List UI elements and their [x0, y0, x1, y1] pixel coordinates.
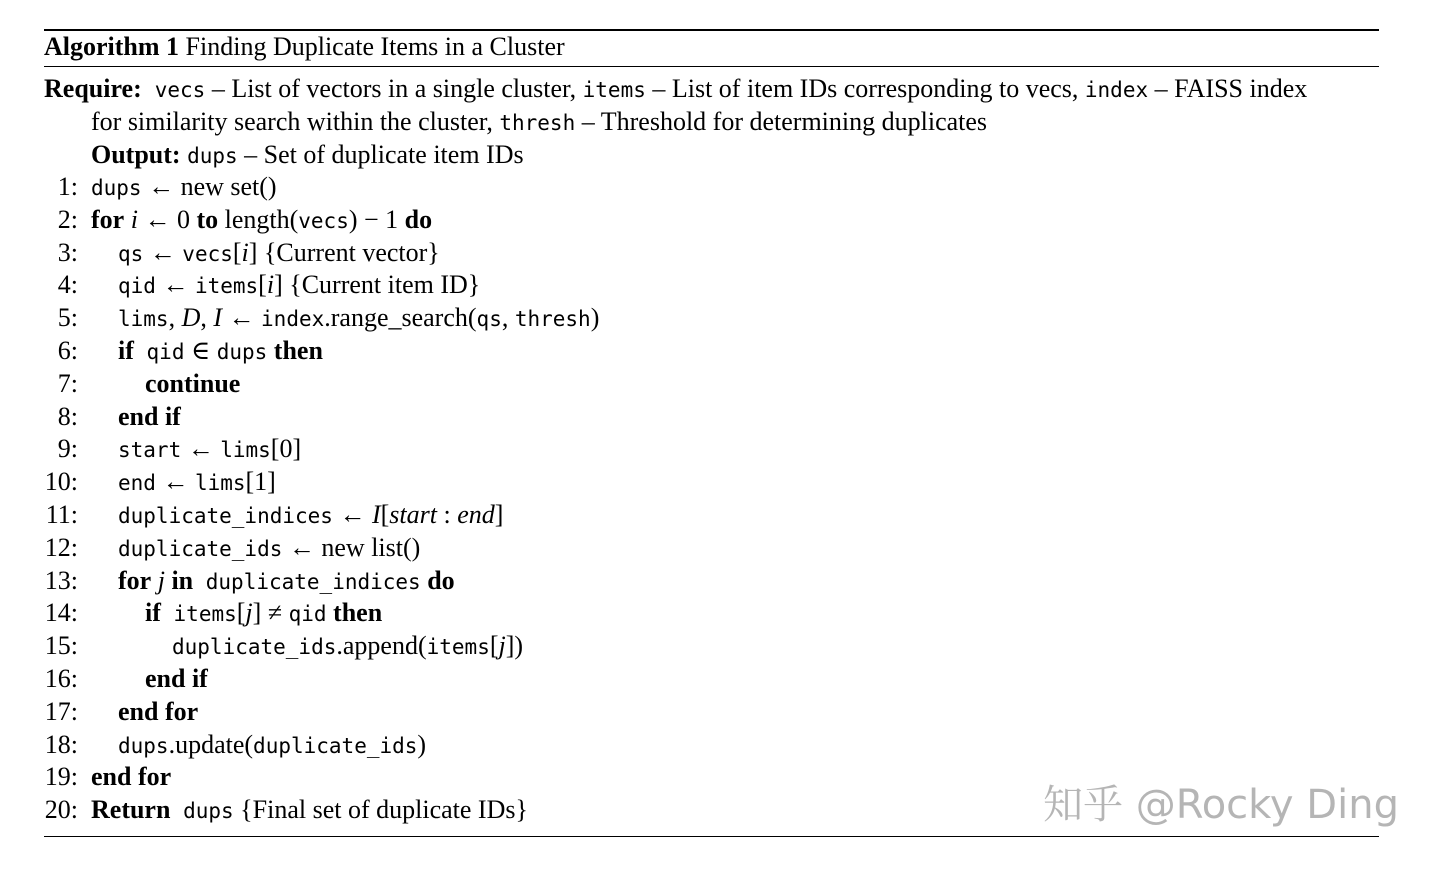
line-code — [91, 171, 277, 205]
code-token: thresh — [514, 307, 591, 332]
line-number: 1: — [57, 172, 78, 201]
code-token: duplicate_indices — [118, 503, 333, 528]
code-token: [ — [236, 598, 246, 628]
code-token: .range_search( — [324, 303, 477, 333]
code-token: ← — [181, 434, 221, 464]
code-token: ← new set() — [141, 172, 277, 201]
code-token: ← 0 — [137, 204, 197, 234]
line-code — [91, 761, 171, 794]
code-token: duplicate_ids — [118, 536, 283, 561]
line-code — [118, 466, 276, 500]
line-code — [118, 302, 599, 336]
code-token: ) − 1 — [348, 204, 405, 234]
algorithm-label: Algorithm 1 — [44, 32, 180, 61]
watermark: 知乎 @Rocky Ding — [1043, 782, 1399, 828]
code-token: ← — [222, 303, 262, 333]
code-token: : — [436, 499, 458, 529]
math-var: i — [241, 237, 249, 267]
code-token: lims — [118, 307, 169, 332]
code-token: dups — [91, 176, 142, 200]
code-token: items — [194, 274, 259, 299]
code-token: ) — [590, 303, 600, 333]
keyword: do — [420, 565, 455, 595]
line-code — [145, 597, 382, 631]
line-number: 14: — [44, 598, 78, 628]
code-token: .update( — [168, 729, 254, 759]
require-line2-text: for similarity search within the cluster, — [91, 107, 500, 136]
line-code — [118, 532, 420, 566]
code-token: [1] — [245, 467, 276, 497]
line-number: 2: — [57, 204, 78, 234]
code-token: lims — [220, 438, 271, 463]
code-token: [ — [380, 499, 390, 529]
math-var: I — [371, 499, 381, 529]
vecs-token: vecs — [154, 78, 206, 102]
thresh-desc: – Threshold for determining duplicates — [575, 107, 988, 136]
line-number: 12: — [44, 532, 78, 562]
keyword: end for — [91, 762, 172, 792]
code-token: lims — [194, 471, 246, 496]
line-number: 18: — [44, 729, 78, 759]
code-token: dups — [118, 733, 169, 758]
keyword: end if — [145, 663, 208, 693]
math-var: I — [213, 303, 223, 333]
line-number: 15: — [44, 631, 78, 661]
line-code — [118, 335, 323, 369]
code-token: [ — [232, 237, 242, 267]
line-code — [145, 663, 208, 696]
math-var: j — [498, 631, 506, 661]
line-code — [118, 565, 455, 599]
line-code — [118, 499, 503, 533]
code-token: ) — [417, 729, 427, 759]
line-number: 6: — [57, 335, 78, 365]
code-token: dups — [216, 339, 268, 364]
code-token: , — [168, 303, 182, 333]
require-label: Require: — [44, 74, 142, 103]
math-var: j — [245, 598, 253, 628]
code-token: length( — [218, 204, 299, 234]
algorithm-title: Finding Duplicate Items in a Cluster — [185, 32, 565, 61]
code-token: ]) — [505, 631, 524, 661]
keyword: if — [118, 335, 134, 365]
code-token: duplicate_ids — [253, 733, 418, 758]
code-comment: ] {Current item ID} — [274, 270, 481, 300]
require-line-2 — [91, 105, 1429, 140]
code-token: [0] — [270, 434, 302, 464]
keyword: then — [267, 335, 323, 365]
code-token: , — [501, 303, 515, 333]
code-token: ← — [155, 467, 195, 497]
keyword: for — [91, 204, 125, 234]
line-code — [91, 794, 528, 828]
keyword: for — [118, 565, 152, 595]
output-desc: – Set of duplicate item IDs — [237, 140, 524, 169]
keyword: Return — [91, 795, 171, 825]
line-code — [145, 368, 240, 401]
code-token: ] — [494, 499, 504, 529]
code-token: qid — [288, 602, 327, 627]
items-token: items — [582, 78, 646, 102]
keyword: end for — [118, 696, 199, 726]
index-token: index — [1084, 78, 1149, 102]
require-line-1 — [44, 72, 1382, 107]
line-number: 4: — [57, 270, 78, 300]
line-code — [91, 204, 432, 238]
line-code — [118, 237, 440, 271]
output-label: Output: — [91, 140, 181, 169]
line-code — [118, 696, 198, 729]
code-token: , — [200, 303, 214, 333]
line-number: 17: — [44, 696, 78, 726]
line-code — [118, 729, 426, 763]
line-number: 19: — [44, 762, 78, 792]
code-token: index — [261, 307, 325, 332]
code-token: qs — [476, 307, 502, 332]
index-desc: – FAISS index — [1148, 74, 1308, 103]
bottom-rule — [44, 836, 1379, 837]
line-code — [118, 401, 181, 434]
dups-token: dups — [187, 144, 238, 168]
keyword: to — [196, 204, 219, 234]
math-var: j — [151, 565, 165, 595]
code-comment: ] {Current vector} — [248, 237, 440, 267]
line-number: 5: — [57, 303, 78, 333]
line-number: 13: — [44, 565, 78, 595]
vecs-desc: – List of vectors in a single cluster, — [205, 74, 583, 103]
code-token: .append( — [336, 631, 427, 661]
code-token: qs — [118, 241, 144, 266]
math-var: start — [389, 499, 437, 529]
code-token: ∈ — [184, 335, 217, 365]
math-var: end — [457, 499, 495, 529]
line-number: 11: — [45, 499, 78, 529]
code-token: start — [118, 438, 182, 463]
line-number: 8: — [57, 401, 78, 431]
code-token: dups — [170, 799, 234, 824]
code-token: items — [426, 635, 490, 660]
code-token: ← — [155, 270, 195, 300]
code-token: qid — [118, 274, 156, 299]
code-token: [ — [489, 631, 499, 661]
code-token: duplicate_ids — [172, 635, 337, 660]
line-number: 9: — [57, 434, 78, 464]
code-token: ← — [143, 237, 183, 267]
code-token: duplicate_indices — [193, 569, 421, 594]
line-code — [118, 269, 480, 303]
keyword: continue — [145, 368, 241, 398]
math-var: D — [181, 303, 201, 333]
code-token: qid — [133, 339, 185, 364]
code-token: ] ≠ — [252, 598, 289, 628]
keyword: in — [164, 565, 194, 595]
line-number: 10: — [44, 467, 78, 497]
line-code — [172, 630, 523, 664]
output-line — [91, 138, 1429, 173]
code-token: items — [160, 602, 237, 627]
code-token: [ — [258, 270, 267, 300]
code-token: ← new list() — [282, 532, 421, 562]
math-var: i — [266, 270, 275, 300]
caption-rule — [44, 66, 1379, 67]
code-comment: {Final set of duplicate IDs} — [233, 795, 528, 825]
code-token: end — [118, 471, 156, 496]
keyword: if — [145, 598, 161, 628]
code-token: ← — [332, 499, 372, 529]
keyword: end if — [118, 401, 181, 431]
code-token: vecs — [182, 241, 233, 266]
line-number: 16: — [44, 663, 78, 693]
algorithm-caption — [44, 31, 565, 62]
math-var: i — [124, 204, 138, 234]
line-number: 7: — [57, 368, 78, 398]
line-number: 3: — [57, 237, 78, 267]
code-token: vecs — [298, 208, 349, 233]
line-code — [118, 433, 301, 467]
keyword: then — [326, 598, 383, 628]
items-desc: – List of item IDs corresponding to vecs, — [645, 74, 1085, 103]
keyword: do — [404, 204, 433, 234]
thresh-token: thresh — [499, 111, 576, 135]
line-number: 20: — [44, 795, 78, 825]
